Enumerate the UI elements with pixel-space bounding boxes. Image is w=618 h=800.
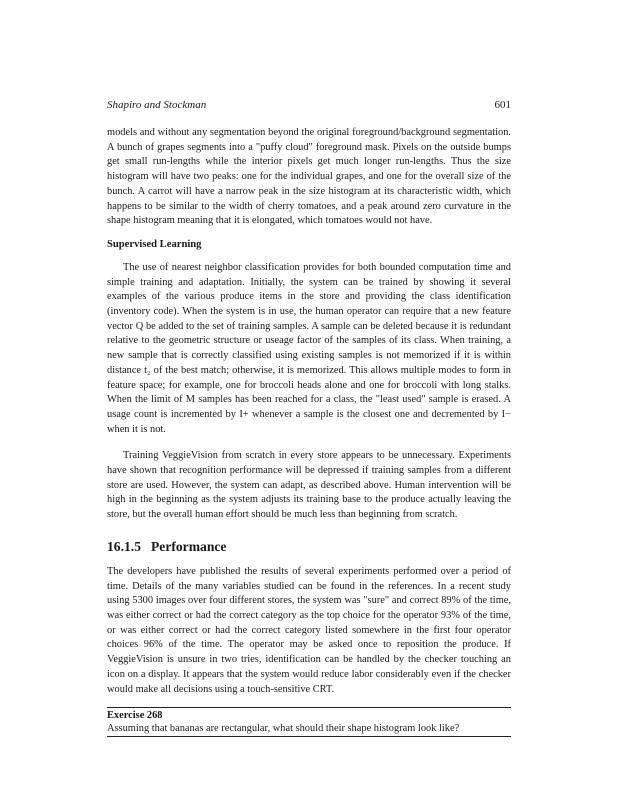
- section-title: Performance: [150, 538, 227, 554]
- section-number: 16.1.5: [107, 538, 141, 554]
- subheading-supervised-learning: Supervised Learning: [107, 238, 202, 250]
- header-authors: Shapiro and Stockman: [107, 99, 207, 111]
- paragraph-nearest-neighbor: The use of nearest neighbor classification provides for both bounded computation time and simple training and adaptation. Initially, the system can be trained by showing it several examples of the various produce items in the store and providing the class identification (inventory code). When the system is in use, the human operator can require that a new feature vector Q be added to the set of training samples. A sample can be deleted because it is redundant relative to the geometric structure or useage factor of the samples of its class. When training, a new sample that is correctly classified using existing samples is not memorized if it is within distance t₂ of the best match; otherwise, it is memorized. This allows multiple modes to form in feature space; for example, one for broccoli heads alone and one for broccoli with long stalks. When the limit of M samples has been reached for a class, the "least used" sample is erased. A usage count is incremented by I+ whenever a sample is the closest one and decremented by I− when it is not.: [107, 261, 511, 435]
- paragraph-grapes-carrot: models and without any segmentation beyond the original foreground/background segmentation. A bunch of grapes segments into a "puffy cloud" foreground mask. Pixels on the outside bumps get small run-lengths while the interior pixels get much longer run-lengths. Thus the size histogram will have two peaks: one for the individual grapes, and one for the overall size of the bunch. A carrot will have a narrow peak in the size histogram at its characteristic width, which happens to be similar to the width of cherry tomatoes, and a peak around zero curvature in the shape histogram meaning that it is elongated, which tomatoes would not have.: [107, 127, 511, 227]
- body-text: [107, 126, 511, 737]
- section-heading-performance: [107, 539, 511, 555]
- paragraph-training: Training VeggieVision from scratch in every store appears to be unnecessary. Experiments have shown that recognition performance will be depressed if training samples from a different store are used. However, the system can adapt, as described above. Human intervention will be high in the beginning as the system adjusts its training base to the produce actually leaving the store, but the overall human effort should be much less than beginning from scratch.: [107, 450, 511, 521]
- paragraph-performance: The developers have published the results of several experiments performed over a period of time. Details of the many variables studied can be found in the references. In a recent study using 5300 images over four different stores, the system was "sure" and correct 89% of the time, was either correct or had the correct category as the top choice for the operator 93% of the time, or was either correct or had the correct category listed somewhere in the first four operator choices 96% of the time. The operator may be asked once to reposition the produce. If VeggieVision is unsure in two tries, identification can be handled by the checker touching an icon on a display. It appears that the system would reduce labor considerably even if the checker would make all decisions using a touch-sensitive CRT.: [107, 565, 511, 695]
- exercise-question: Assuming that bananas are rectangular, what should their shape histogram look like?: [107, 723, 460, 735]
- exercise-box: [107, 707, 511, 737]
- exercise-title: Exercise 268: [107, 710, 163, 722]
- running-header: [107, 99, 511, 111]
- page-number: 601: [494, 99, 511, 111]
